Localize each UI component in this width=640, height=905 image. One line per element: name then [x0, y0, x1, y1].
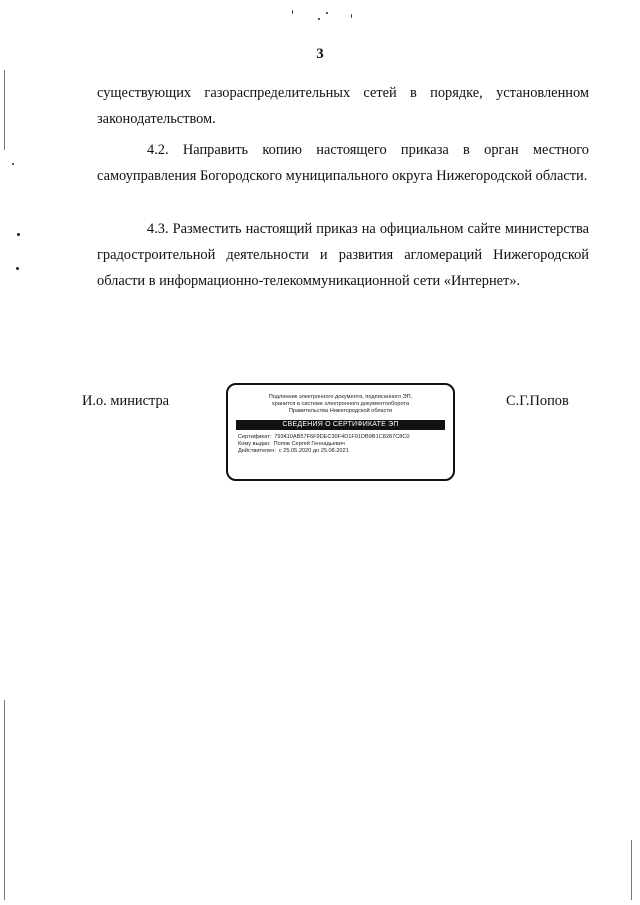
scan-dot — [12, 163, 14, 165]
owner-value: Попов Сергей Геннадьевич — [273, 441, 345, 447]
stamp-header-line: Правительства Нижегородской области — [288, 408, 393, 414]
signatory-name: С.Г.Попов — [506, 393, 569, 409]
validity-row — [238, 448, 443, 455]
page-number: 3 — [316, 46, 324, 62]
scan-dot — [16, 267, 19, 270]
signatory-title: И.о. министра — [82, 393, 170, 409]
paragraph-4-3 — [97, 216, 589, 294]
paragraph-text: 4.3. Разместить настоящий приказ на официальном сайте министерства градостроительной деятельности и развития агломераций Нижегородской области в информационно-телекоммуникационной сети «Интернет». — [97, 221, 589, 289]
scan-edge-line — [4, 70, 5, 150]
owner-row — [238, 441, 443, 448]
scan-edge-line — [631, 840, 632, 900]
validity-label: Действителен: — [238, 448, 276, 454]
certificate-label: Сертификат: — [238, 434, 272, 440]
scan-dot — [326, 12, 328, 14]
paragraph-text: 4.2. Направить копию настоящего приказа в орган местного самоуправления Богородского муниципального округа Нижегородской области. — [97, 142, 589, 184]
stamp-banner: СВЕДЕНИЯ О СЕРТИФИКАТЕ ЭП — [236, 420, 445, 430]
certificate-row — [238, 434, 443, 441]
scan-dot — [17, 233, 20, 236]
paragraph-continuation — [97, 80, 589, 132]
scan-edge-line — [4, 700, 5, 900]
paragraph-4-2 — [97, 137, 589, 189]
certificate-value: 793410AB57F6F9DEC30F4D1F91DB9B1C8287C8C0 — [274, 434, 410, 440]
validity-value: с 25.05.2020 до 25.08.2021 — [278, 448, 349, 454]
owner-label: Кому выдан: — [238, 441, 271, 447]
electronic-signature-stamp — [226, 383, 455, 481]
stamp-header — [228, 394, 453, 415]
scan-dot — [292, 10, 293, 14]
paragraph-text: существующих газораспределительных сетей в порядке, установленном законодательством. — [97, 85, 589, 127]
stamp-header-line: хранится в системе электронного документооборота — [271, 401, 410, 407]
stamp-header-line: Подлинник электронного документа, подписанного ЭП, — [268, 394, 413, 400]
stamp-details — [228, 434, 453, 455]
scan-dot — [318, 18, 320, 20]
scan-dot — [351, 14, 352, 18]
